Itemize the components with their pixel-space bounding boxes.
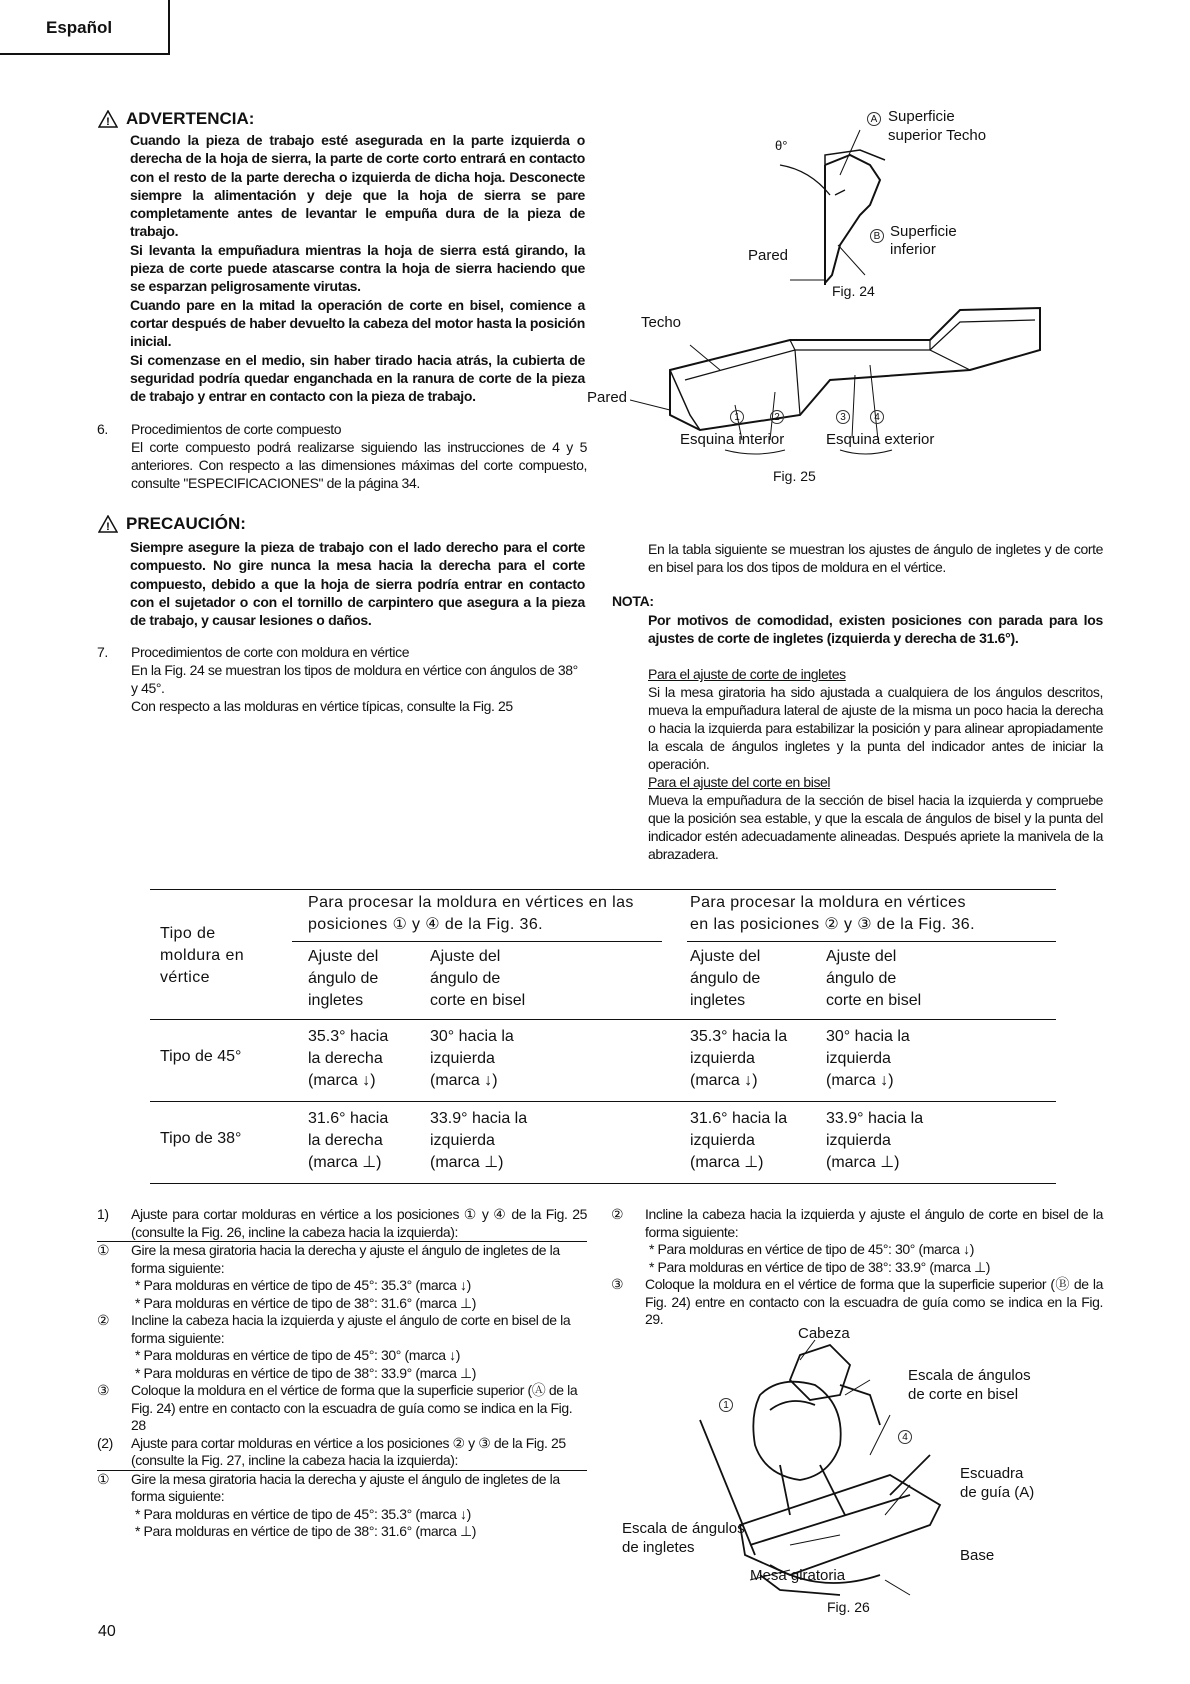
svg-text:!: ! — [106, 116, 110, 128]
header-line: Ajuste del — [308, 948, 379, 965]
col-miter-2 — [690, 946, 760, 1012]
position-1-marker: 1 — [719, 1398, 733, 1412]
miter-adjust-title: Para el ajuste de corte de ingletes — [648, 666, 846, 682]
item-body: El corte compuesto podrá realizarse siguiendo las instrucciones de 4 y 5 anteriores. Con respecto a las dimensiones máximas del corte compuesto, consulte "ESPECIFICACIONES" de la página 34. — [131, 439, 587, 491]
cell-line: izquierda — [430, 1050, 495, 1067]
figure-25 — [587, 300, 1050, 525]
cell-line: izquierda — [430, 1132, 495, 1149]
cell-line: (marca ↓) — [308, 1072, 376, 1089]
cell-line: 30° hacia la — [430, 1028, 514, 1045]
cell-line: izquierda — [826, 1050, 891, 1067]
cell-line: izquierda — [826, 1132, 891, 1149]
bullet: * Para molduras en vértice de tipo de 38°: 33.9° (marca ⊥) — [135, 1364, 477, 1381]
cell-line: (marca ⊥) — [690, 1154, 764, 1171]
substep — [97, 1382, 587, 1435]
step-text: Incline la cabeza hacia la izquierda y ajuste el ángulo de corte en bisel de la forma siguiente: — [131, 1312, 571, 1346]
figure-caption: Fig. 25 — [773, 468, 816, 484]
table-bottom-rule — [150, 1183, 1056, 1184]
note-body: Por motivos de comodidad, existen posiciones con parada para los ajustes de corte de ingletes (izquierda y derecha de 31.6°). — [648, 612, 1103, 647]
cell-line: (marca ⊥) — [430, 1154, 504, 1171]
steps-right — [611, 1206, 1103, 1329]
item-7 — [97, 643, 587, 715]
cell-line: 31.6° hacia la — [690, 1110, 788, 1127]
row-type: Tipo de 38° — [160, 1130, 242, 1147]
warning-title: ADVERTENCIA: — [126, 109, 255, 128]
item-title: Procedimientos de corte compuesto — [131, 421, 342, 437]
header-line: ángulo de — [308, 970, 379, 987]
col-bevel-1 — [430, 946, 525, 1012]
cell-line: izquierda — [690, 1132, 755, 1149]
inner-corner-label: Esquina interior — [680, 431, 785, 448]
steps-left — [97, 1206, 587, 1541]
step-text: Ajuste para cortar molduras en vértice a los posiciones ② y ③ de la Fig. 25 (consulte la Fig. 27, incline la cabeza hacia la izquierda): — [131, 1434, 566, 1468]
miter-scale-label-2: de ingletes — [622, 1539, 695, 1556]
step-text: Incline la cabeza hacia la izquierda y ajuste el ángulo de corte en bisel de la forma siguiente: — [645, 1206, 1103, 1240]
header-line: Tipo de — [160, 925, 216, 942]
group-2-rule — [687, 941, 1056, 942]
surface-b-label-2: inferior — [890, 241, 936, 258]
group-1-header — [308, 892, 634, 936]
marker-a: A — [867, 112, 881, 126]
substep — [97, 1312, 587, 1382]
header-line: Ajuste del — [690, 948, 761, 965]
caution-title: PRECAUCIÓN: — [126, 514, 246, 533]
wall-label: Pared — [748, 247, 789, 264]
figure-26 — [622, 1325, 1080, 1635]
surface-b-label: Superficie — [890, 223, 957, 240]
bevel-scale-label: Escala de ángulos — [908, 1367, 1031, 1384]
caution-body — [130, 538, 585, 629]
table-cell — [430, 1108, 527, 1174]
warning-paragraph: Si levanta la empuñadura mientras la hoja de sierra está girando, la pieza de corte puede atascarse contra la hoja de sierra haciendo que se esparzan peligrosamente virutas. — [130, 241, 585, 295]
head-label: Cabeza — [798, 1325, 850, 1342]
col-bevel-2 — [826, 946, 921, 1012]
substep-marker: ② — [611, 1206, 624, 1222]
cell-line: 33.9° hacia la — [430, 1110, 528, 1127]
substep — [97, 1242, 587, 1312]
table-cell — [826, 1108, 923, 1174]
cell-line: (marca ⊥) — [308, 1154, 382, 1171]
table-cell — [308, 1108, 388, 1174]
caution-heading — [98, 514, 588, 534]
warning-heading — [98, 109, 588, 129]
caution-paragraph: Siempre asegure la pieza de trabajo con el lado derecho para el corte compuesto. No gire nunca la mesa hacia la derecha para el corte compuesto, debido a que la hoja de sierra podría entrar en contacto con el sujetador o con el tornillo de carpintero que asegura a la pieza de trabajo, y causar lesiones o daños. — [130, 539, 585, 629]
group-2-header — [690, 892, 975, 936]
page-number: 40 — [98, 1623, 116, 1640]
ceiling-label: Techo — [641, 314, 682, 331]
step-text: Ajuste para cortar molduras en vértice a los posiciones ① y ④ de la Fig. 25 (consulte la Fig. 26, incline la cabeza hacia la izquierda): — [131, 1206, 587, 1240]
bullet: * Para molduras en vértice de tipo de 38°: 31.6° (marca ⊥) — [135, 1294, 477, 1311]
substep-marker: ① — [97, 1470, 110, 1487]
svg-text:!: ! — [106, 521, 110, 533]
table-cell — [430, 1026, 514, 1092]
position-3-marker: 3 — [836, 410, 850, 424]
bullet: * Para molduras en vértice de tipo de 45°: 35.3° (marca ↓) — [135, 1277, 471, 1293]
header-line: Ajuste del — [430, 948, 501, 965]
step-number: 1) — [97, 1206, 109, 1222]
position-2-marker: 2 — [770, 410, 784, 424]
warning-paragraph: Cuando pare en la mitad la operación de corte en bisel, comience a cortar después de haber devuelto la cabeza del motor hasta la posición inicial. — [130, 296, 585, 350]
bullet: * Para molduras en vértice de tipo de 38°: 31.6° (marca ⊥) — [135, 1523, 477, 1539]
turntable-label: Mesa giratoria — [750, 1567, 846, 1584]
header-line: corte en bisel — [826, 992, 922, 1009]
table-intro — [648, 540, 1103, 576]
language-tab — [0, 0, 170, 55]
item-number: 7. — [97, 644, 108, 660]
header-line: Para procesar la moldura en vértices — [690, 894, 966, 911]
header-line: posiciones ① y ④ de la Fig. 36. — [308, 916, 543, 933]
note-label: NOTA: — [612, 593, 654, 609]
surface-a-label-2: superior Techo — [888, 127, 987, 144]
item-body: Con respecto a las molduras en vértice típicas, consulte la Fig. 25 — [131, 698, 513, 714]
outer-corner-label: Esquina exterior — [826, 431, 935, 448]
group-1-rule — [292, 941, 662, 942]
figure-24 — [720, 105, 1020, 330]
cell-line: 33.9° hacia la — [826, 1110, 924, 1127]
step-2 — [97, 1434, 587, 1470]
surface-a-label: Superficie — [888, 108, 955, 125]
cell-line: 30° hacia la — [826, 1028, 910, 1045]
cell-line: (marca ↓) — [826, 1072, 894, 1089]
cell-line: la derecha — [308, 1132, 383, 1149]
bullet: * Para molduras en vértice de tipo de 45°: 30° (marca ↓) — [135, 1347, 460, 1363]
header-bottom-rule — [150, 1019, 1056, 1020]
step-1 — [97, 1206, 587, 1241]
bevel-adjust-body: Mueva la empuñadura de la sección de bisel hacia la izquierda y compruebe que la posición sea estable, y que la escala de ángulos de bisel y la punta del indicador estén adecuadamente alineadas. Después apriete la manivela de la abrazadera. — [648, 792, 1103, 862]
step-text: Coloque la moldura en el vértice de forma que la superficie superior (Ⓑ de la Fig. 24) entre en contacto con la escuadra de guía como se indica en la Fig. 29. — [645, 1276, 1103, 1327]
step-text: Gire la mesa giratoria hacia la derecha y ajuste el ángulo de ingletes de la forma siguiente: — [131, 1242, 560, 1276]
row-rule — [150, 1101, 1056, 1102]
type-header — [160, 923, 244, 989]
table-cell — [690, 1026, 787, 1092]
item-6 — [97, 420, 587, 492]
wall-label: Pared — [587, 389, 628, 406]
step-number: (2) — [97, 1434, 113, 1451]
base-label: Base — [960, 1547, 995, 1564]
substep-marker: ③ — [611, 1276, 624, 1292]
item-title: Procedimientos de corte con moldura en vértice — [131, 644, 410, 660]
cell-line: (marca ↓) — [430, 1072, 498, 1089]
bevel-scale-label-2: de corte en bisel — [908, 1386, 1019, 1403]
bevel-adjust-title: Para el ajuste del corte en bisel — [648, 774, 831, 790]
item-body: En la Fig. 24 se muestran los tipos de moldura en vértice con ángulos de 38° y 45°. — [131, 662, 578, 696]
bullet: * Para molduras en vértice de tipo de 45°: 35.3° (marca ↓) — [135, 1505, 471, 1522]
warning-triangle-icon — [98, 110, 118, 128]
warning-body — [130, 131, 585, 405]
substep — [97, 1470, 587, 1541]
item-number: 6. — [97, 421, 108, 437]
language-label: Español — [46, 18, 113, 37]
warning-paragraph: Si comenzase en el medio, sin haber tirado hacia atrás, la cubierta de seguridad podría quedar enganchada en la ranura de corte de la pieza de trabajo y entrar en contacto con la pieza de trabajo. — [130, 351, 585, 405]
bullet: * Para molduras en vértice de tipo de 45°: 30° (marca ↓) — [649, 1241, 974, 1257]
substep — [611, 1276, 1103, 1329]
cell-line: 31.6° hacia — [308, 1110, 389, 1127]
header-line: ángulo de — [826, 970, 897, 987]
theta-label: θ° — [775, 138, 788, 153]
step-text: Gire la mesa giratoria hacia la derecha y ajuste el ángulo de ingletes de la forma siguiente: — [131, 1470, 560, 1504]
header-line: ángulo de — [690, 970, 761, 987]
figure-caption: Fig. 24 — [832, 283, 875, 299]
header-line: en las posiciones ② y ③ de la Fig. 36. — [690, 916, 975, 933]
warning-section — [98, 109, 588, 405]
warning-triangle-icon — [98, 515, 118, 533]
table-cell — [690, 1108, 787, 1174]
step-text: Coloque la moldura en el vértice de forma que la superficie superior (Ⓐ de la Fig. 24) entre en contacto con la escuadra de guía como se indica en la Fig. 28 — [131, 1382, 578, 1433]
header-line: ingletes — [690, 992, 746, 1009]
cell-line: la derecha — [308, 1050, 383, 1067]
cell-line: 35.3° hacia — [308, 1028, 389, 1045]
position-4-marker: 4 — [898, 1430, 912, 1444]
table-cell — [826, 1026, 910, 1092]
cell-line: (marca ⊥) — [826, 1154, 900, 1171]
substep-marker: ② — [97, 1312, 110, 1328]
header-line: vértice — [160, 969, 210, 986]
figure-caption: Fig. 26 — [827, 1599, 870, 1615]
substep — [611, 1206, 1103, 1276]
fence-label-2: de guía (A) — [960, 1484, 1035, 1501]
header-line: moldura en — [160, 947, 245, 964]
row-type: Tipo de 45° — [160, 1048, 242, 1065]
header-line: corte en bisel — [430, 992, 526, 1009]
header-line: ángulo de — [430, 970, 501, 987]
bullet: * Para molduras en vértice de tipo de 38°: 33.9° (marca ⊥) — [649, 1258, 991, 1275]
miter-adjust-body: Si la mesa giratoria ha sido ajustada a cualquiera de los ángulos descritos, mueva la empuñadura lateral de ajuste de la misma un poco hacia la derecha o hacia la izquierda para estabilizar la posición y para alinear apropiadamente la escala de ángulos ingletes y la punta del indicador antes de iniciar la operación. — [648, 684, 1103, 772]
miter-scale-label: Escala de ángulos — [622, 1520, 745, 1537]
warning-paragraph: Cuando la pieza de trabajo esté asegurada en la parte izquierda o derecha de la hoja de sierra, la parte de corte corto entrará en contacto con el resto de la parte derecha o izquierda de dicha hoja. Desconecte siempre la alimentación y deje que la hoja de sierra se pare completamente antes de levantar le empuña dura de la pieza de trabajo. — [130, 132, 585, 240]
caution-section — [98, 514, 588, 629]
header-line: Ajuste del — [826, 948, 897, 965]
col-miter-1 — [308, 946, 378, 1012]
cell-line: izquierda — [690, 1050, 755, 1067]
table-cell — [308, 1026, 388, 1092]
fence-label: Escuadra — [960, 1465, 1024, 1482]
marker-b: B — [870, 229, 884, 243]
intro-paragraph: En la tabla siguiente se muestran los ajustes de ángulo de ingletes y de corte en bisel para los dos tipos de moldura en el vértice. — [648, 541, 1103, 575]
substep-marker: ① — [97, 1242, 110, 1258]
crown-molding-table — [150, 889, 1056, 1189]
position-1-marker: 1 — [730, 410, 744, 424]
cell-line: (marca ↓) — [690, 1072, 758, 1089]
cell-line: 35.3° hacia la — [690, 1028, 788, 1045]
position-4-marker: 4 — [870, 410, 884, 424]
header-line: Para procesar la moldura en vértices en las — [308, 894, 634, 911]
adjustment-notes — [648, 665, 1103, 863]
header-line: ingletes — [308, 992, 364, 1009]
substep-marker: ③ — [97, 1382, 110, 1398]
